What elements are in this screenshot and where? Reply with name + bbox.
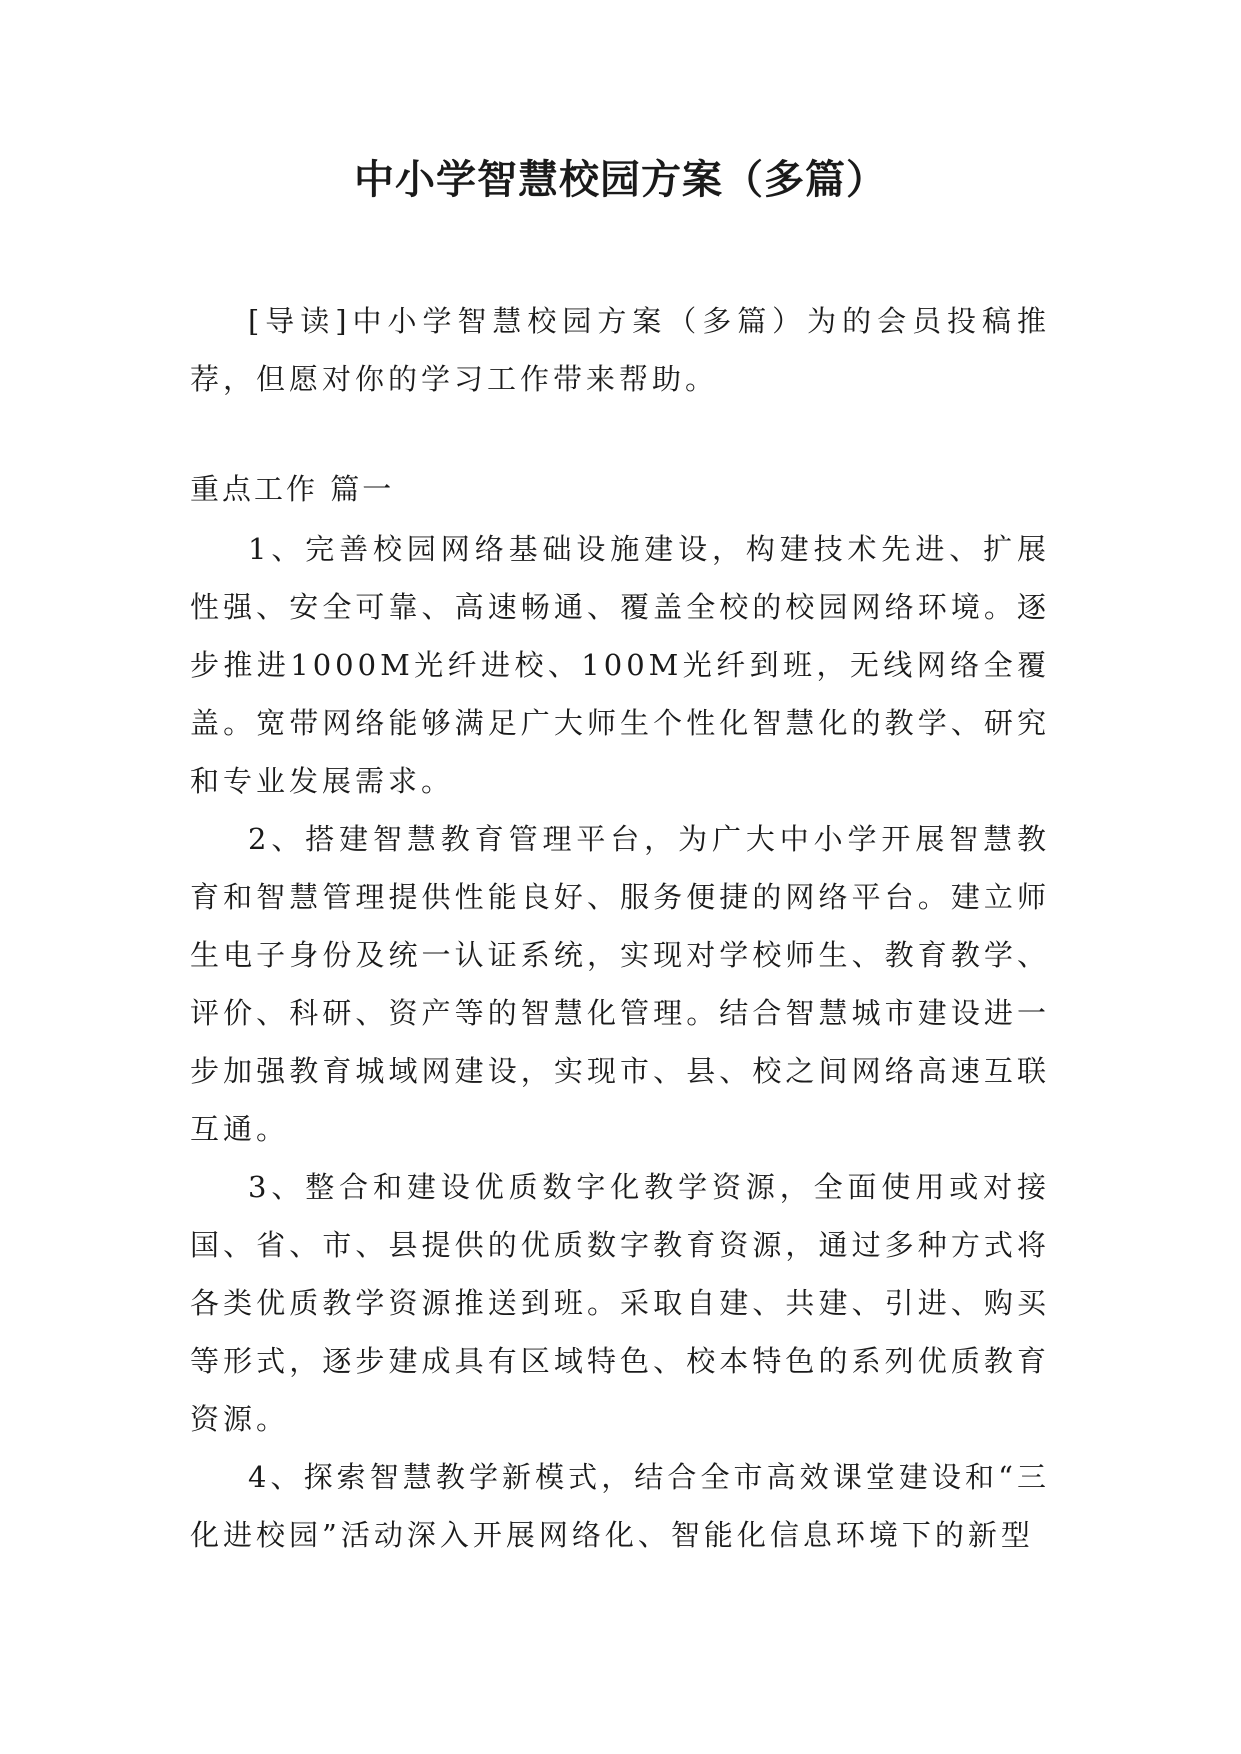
document-title: 中小学智慧校园方案（多篇） [354,156,887,203]
section-heading: 重点工作 篇一 [190,472,395,506]
section-content [190,520,1050,1564]
paragraph-4: 4、探索智慧教学新模式，结合全市高效课堂建设和“三化进校园”活动深入开展网络化、智能化信息环境下的新型 [190,1460,1050,1552]
paragraph-2: 2、搭建智慧教育管理平台，为广大中小学开展智慧教育和智慧管理提供性能良好、服务便捷的网络平台。建立师生电子身份及统一认证系统，实现对学校师生、教育教学、评价、科研、资产等的智慧化管理。结合智慧城市建设进一步加强教育城域网建设，实现市、县、校之间网络高速互联互通。 [190,822,1050,1146]
intro-paragraph [190,292,1050,408]
paragraph-1: 1、完善校园网络基础设施建设，构建技术先进、扩展性强、安全可靠、高速畅通、覆盖全校的校园网络环境。逐步推进1000M光纤进校、100M光纤到班，无线网络全覆盖。宽带网络能够满足广大师生个性化智慧化的教学、研究和专业发展需求。 [190,532,1050,798]
paragraph-3: 3、整合和建设优质数字化教学资源，全面使用或对接国、省、市、县提供的优质数字教育资源，通过多种方式将各类优质教学资源推送到班。采取自建、共建、引进、购买等形式，逐步建成具有区域特色、校本特色的系列优质教育资源。 [190,1170,1050,1436]
intro-text: [导读]中小学智慧校园方案（多篇）为的会员投稿推荐，但愿对你的学习工作带来帮助。 [190,304,1050,396]
